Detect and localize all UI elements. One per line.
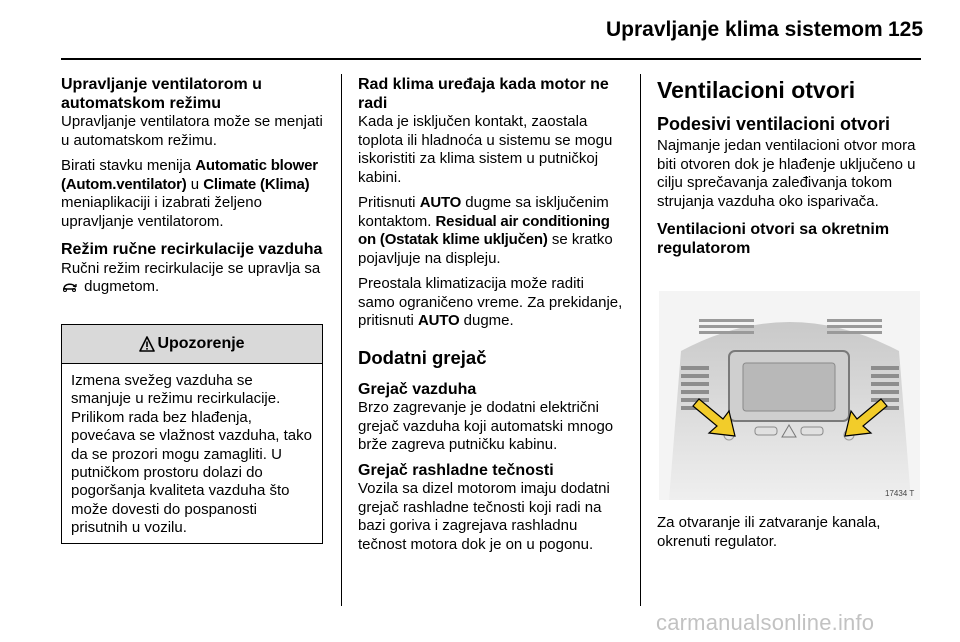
text: Birati stavku menija [61,157,196,174]
paragraph-fan-1: Upravljanje ventilatora može se menjati u automatskom režimu. [61,113,323,149]
heading-vents: Ventilacioni otvori [657,77,856,103]
button-label-auto: AUTO [418,312,460,329]
menu-item-automatic-blower: Automatic blower (Autom.ventilator) [61,157,318,193]
button-label-auto: AUTO [419,194,462,211]
column-divider-1 [341,74,342,606]
column-3 [657,76,922,258]
column-3-lower [657,514,922,558]
warning-triangle-icon [139,336,155,352]
paragraph-adjustable-vents: Najmanje jedan ventilacioni otvor mora biti otvoren dok je hlađenje uključeno u cilju sprečavanja zaleđivanja tokom strujanja vazduha oko isparivača. [657,137,916,210]
watermark: carmanualsonline.info [656,610,875,635]
text: dugme. [459,312,514,329]
page-number: 125 [888,18,924,41]
heading-air-heater: Grejač vazduha [358,380,477,398]
heading-coolant-heater: Grejač rashladne tečnosti [358,461,554,479]
paragraph-air-heater: Brzo zagrevanje je dodatni električni grejač vazduha koji automatski mnogo brže zagreva putničku kabinu. [358,399,614,453]
warning-text: Izmena svežeg vazduha se smanjuje u režimu recirkulacije. Prilikom rada bez hlađenja, povećava se vlažnost vazduha, tako da se prozori mogu zamagliti. U putničkom prostoru dolazi do pogoršanja kvaliteta vazduha što može dovesti do pospanosti prisutnih u vozilu. [71,372,312,537]
paragraph-residual-2 [358,194,624,268]
heading-adjustable-vents: Podesivi ventilacioni otvori [657,114,891,134]
page-header-title: Upravljanje klima sistemom [606,18,883,41]
text: meniaplikaciji i izabrati željeno upravljanje ventilatorom. [61,194,262,230]
text: u [186,175,204,193]
warning-title: Upozorenje [157,335,245,352]
paragraph-fan-2 [61,157,329,231]
column-1 [61,76,329,304]
heading-aux-heater: Dodatni grejač [358,346,487,368]
paragraph-coolant-heater: Vozila sa dizel motorom imaju dodatni grejač rashladne tečnosti koji radi na bazi goriva i zagrejava rashladnu tečnost motora dok je on u pogonu. [358,480,610,553]
header-rule [61,58,921,60]
warning-box [61,324,323,544]
paragraph-residual-3 [358,275,624,331]
text: dugme sa isključenim kontaktom. [358,194,609,230]
heading-recirculation: Režim ručne recirkulacije vazduha [61,241,323,258]
column-divider-2 [640,74,641,606]
paragraph-rotary-vents: Za otvaranje ili zatvaranje kanala, okrenuti regulator. [657,514,881,550]
vent-illustration [659,291,920,500]
warning-header [62,325,322,364]
text: Pritisnuti [358,194,420,211]
heading-fan-auto: Upravljanje ventilatorom u automatskom režimu [61,76,262,112]
text: Ručni režim recirkulacije se upravlja sa [61,259,321,277]
display-message-residual: Residual air conditioning on (Ostatak klime uključen) [358,212,610,248]
heading-rotary-vents: Ventilacioni otvori sa okretnim regulatorom [657,221,890,257]
recirculation-icon [61,279,80,290]
text: se kratko pojavljuje na displeju. [358,231,613,267]
paragraph-residual-1: Kada je isključen kontakt, zaostala toplota ili hladnoća u sistemu se mogu iskoristiti za klima sistem u putničkoj kabini. [358,113,613,186]
menu-climate: Climate (Klima) [203,175,310,193]
text: dugmetom. [80,278,160,295]
text: Preostala klimatizacija može raditi samo ograničeno vreme. Za prekidanje, pritisnuti [358,275,623,329]
column-2 [358,76,624,561]
heading-residual-ac: Rad klima uređaja kada motor ne radi [358,76,609,112]
paragraph-recirculation [61,260,329,297]
figure-code: 17434 T [885,489,915,498]
